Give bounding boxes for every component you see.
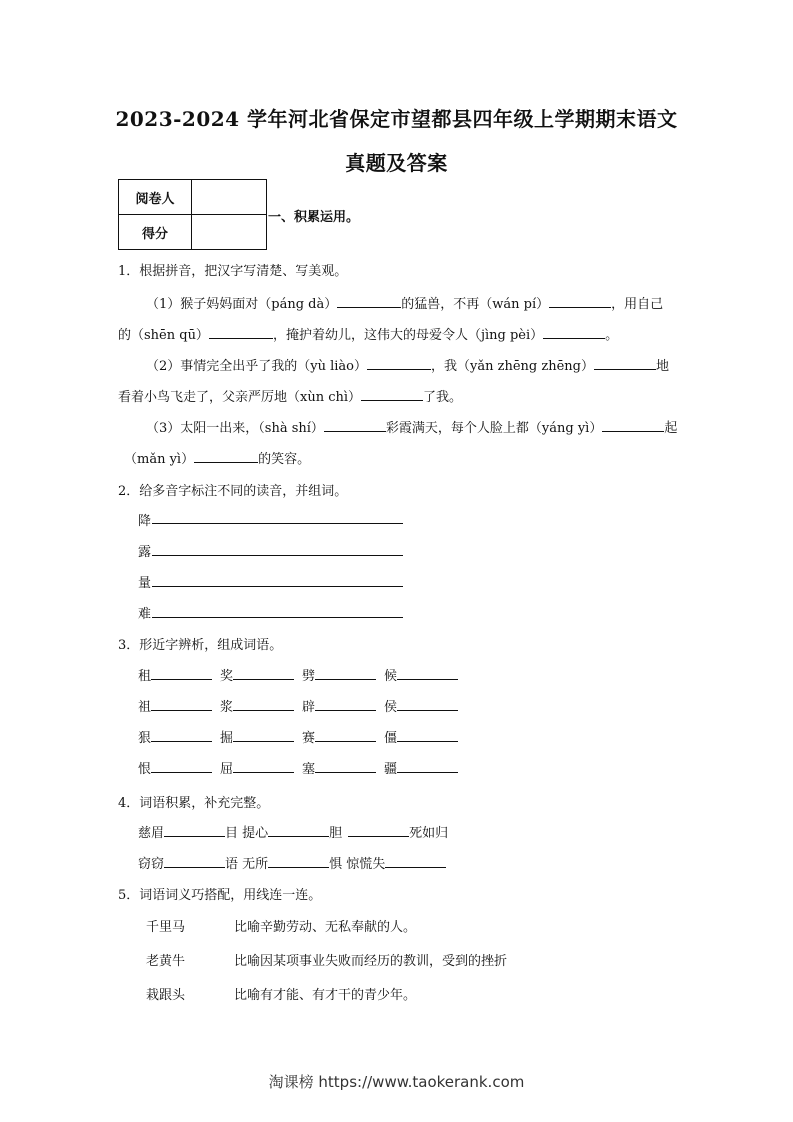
q1-p1-text-c: ，用自己 <box>611 297 664 312</box>
q5-prompt: 5．词语词义巧搭配，用线连一连。 <box>118 888 322 903</box>
q1-p2-text-b: ，我（yǎn zhēng zhēng） <box>431 359 594 374</box>
answer-blank[interactable] <box>151 666 212 680</box>
answer-blank[interactable] <box>151 759 212 773</box>
q1-p3-line2 <box>124 448 310 467</box>
idiom-text: 语 无所 <box>225 857 269 872</box>
answer-blank[interactable] <box>233 697 294 711</box>
answer-blank[interactable] <box>233 666 294 680</box>
score-cell <box>192 215 267 250</box>
answer-blank[interactable] <box>348 823 409 837</box>
answer-blank[interactable] <box>315 697 376 711</box>
polyphone-char: 降 <box>138 514 152 529</box>
match-meaning[interactable]: 比喻因某项事业失败而经历的教训，受到的挫折 <box>234 954 508 969</box>
q1-p2-text-a: （2）事情完全出乎了我的（yù liào） <box>146 359 368 374</box>
q4-row-2 <box>138 853 446 872</box>
q1-prompt: 1．根据拼音，把汉字写清楚、写美观。 <box>118 264 348 279</box>
answer-blank[interactable] <box>385 854 446 868</box>
idiom-text: 胆 <box>329 826 343 841</box>
similar-char: 屈 <box>220 762 234 777</box>
q3-row-1 <box>138 665 458 684</box>
similar-char: 候 <box>384 669 398 684</box>
answer-blank[interactable] <box>594 356 656 370</box>
similar-char: 掘 <box>220 731 234 746</box>
answer-blank[interactable] <box>361 387 423 401</box>
q1-p1-text-a: （1）猴子妈妈面对（páng dà） <box>146 297 338 312</box>
section-heading: 一、积累运用。 <box>268 210 360 225</box>
answer-blank[interactable] <box>315 759 376 773</box>
answer-blank[interactable] <box>268 854 329 868</box>
similar-char: 疆 <box>384 762 398 777</box>
similar-char: 劈 <box>302 669 316 684</box>
polyphone-char: 露 <box>138 545 152 560</box>
similar-char: 辟 <box>302 700 316 715</box>
q1-p1-line1 <box>146 293 663 312</box>
q1-p2-text-e: 了我。 <box>423 390 463 405</box>
answer-blank[interactable] <box>397 759 458 773</box>
q1-p3-text-d: （mǎn yì） <box>124 452 195 467</box>
answer-blank[interactable] <box>233 759 294 773</box>
q1-p1-text-f: 。 <box>605 328 619 343</box>
reviewer-cell <box>192 180 267 215</box>
q1-p3-text-a: （3）太阳一出来，（shà shí） <box>146 421 324 436</box>
answer-blank[interactable] <box>337 294 401 308</box>
idiom-text: 窃窃 <box>138 857 165 872</box>
idiom-text: 目 提心 <box>225 826 269 841</box>
score-table <box>118 179 267 250</box>
answer-blank[interactable] <box>151 728 212 742</box>
q2-prompt: 2．给多音字标注不同的读音，并组词。 <box>118 484 348 499</box>
answer-blank[interactable] <box>194 449 258 463</box>
q1-p2-text-d: 看着小鸟飞走了，父亲严厉地（xùn chì） <box>118 390 362 405</box>
footer-watermark: 淘课榜 https://www.taokerank.com <box>268 1073 525 1091</box>
idiom-text: 惧 惊慌失 <box>329 857 386 872</box>
q1-p2-line1 <box>146 355 669 374</box>
answer-line[interactable] <box>152 586 403 587</box>
similar-char: 祖 <box>138 700 152 715</box>
similar-char: 塞 <box>302 762 316 777</box>
answer-blank[interactable] <box>268 823 329 837</box>
q1-p2-text-c: 地 <box>655 359 669 374</box>
answer-blank[interactable] <box>324 418 386 432</box>
q1-p1-line2 <box>118 324 618 343</box>
similar-char: 赛 <box>302 731 316 746</box>
q1-p1-text-d: 的（shēn qū） <box>118 328 209 343</box>
answer-blank[interactable] <box>315 728 376 742</box>
answer-blank[interactable] <box>549 294 611 308</box>
q1-p1-text-b: 的猛兽，不再（wán pí） <box>401 297 550 312</box>
answer-blank[interactable] <box>397 697 458 711</box>
similar-char: 浆 <box>220 700 234 715</box>
match-word[interactable]: 老黄牛 <box>146 954 186 969</box>
reviewer-label: 阅卷人 <box>119 180 192 215</box>
answer-blank[interactable] <box>543 325 605 339</box>
similar-char: 侯 <box>384 700 398 715</box>
idiom-text: 死如归 <box>409 826 449 841</box>
answer-blank[interactable] <box>209 325 273 339</box>
answer-blank[interactable] <box>233 728 294 742</box>
answer-line[interactable] <box>152 523 403 524</box>
score-label: 得分 <box>119 215 192 250</box>
q3-row-3 <box>138 727 458 746</box>
q1-p3-text-c: 起 <box>664 421 678 436</box>
document-title-line2: 真题及答案 <box>345 151 448 175</box>
polyphone-char: 难 <box>138 607 152 622</box>
q1-p1-text-e: ，掩护着幼儿，这伟大的母爱令人（jìng pèi） <box>272 328 544 343</box>
q4-prompt: 4．词语积累，补充完整。 <box>118 796 270 811</box>
similar-char: 恨 <box>138 762 152 777</box>
answer-line[interactable] <box>152 555 403 556</box>
q1-p2-line2 <box>118 386 462 405</box>
polyphone-char: 量 <box>138 576 152 591</box>
answer-blank[interactable] <box>151 697 212 711</box>
q3-row-4 <box>138 758 458 777</box>
answer-blank[interactable] <box>397 728 458 742</box>
answer-blank[interactable] <box>164 854 225 868</box>
match-meaning[interactable]: 比喻辛勤劳动、无私奉献的人。 <box>234 920 417 935</box>
q1-p3-text-b: 彩霞满天，每个人脸上都（yáng yì） <box>385 421 603 436</box>
similar-char: 狠 <box>138 731 152 746</box>
similar-char: 奖 <box>220 669 234 684</box>
similar-char: 僵 <box>384 731 398 746</box>
idiom-text: 慈眉 <box>138 826 165 841</box>
match-word[interactable]: 栽跟头 <box>146 988 186 1003</box>
answer-blank[interactable] <box>367 356 431 370</box>
answer-line[interactable] <box>152 617 403 618</box>
q1-p3-line1 <box>146 417 677 436</box>
document-title-line1: 2023-2024 学年河北省保定市望都县四年级上学期期末语文 <box>115 107 678 131</box>
match-word[interactable]: 千里马 <box>146 920 186 935</box>
answer-blank[interactable] <box>602 418 664 432</box>
q3-prompt: 3．形近字辨析，组成词语。 <box>118 638 283 653</box>
match-meaning[interactable]: 比喻有才能、有才干的青少年。 <box>234 988 417 1003</box>
answer-blank[interactable] <box>315 666 376 680</box>
answer-blank[interactable] <box>164 823 225 837</box>
q4-row-1 <box>138 822 448 841</box>
q1-p3-text-e: 的笑容。 <box>258 452 311 467</box>
answer-blank[interactable] <box>397 666 458 680</box>
q3-row-2 <box>138 696 458 715</box>
similar-char: 租 <box>138 669 152 684</box>
